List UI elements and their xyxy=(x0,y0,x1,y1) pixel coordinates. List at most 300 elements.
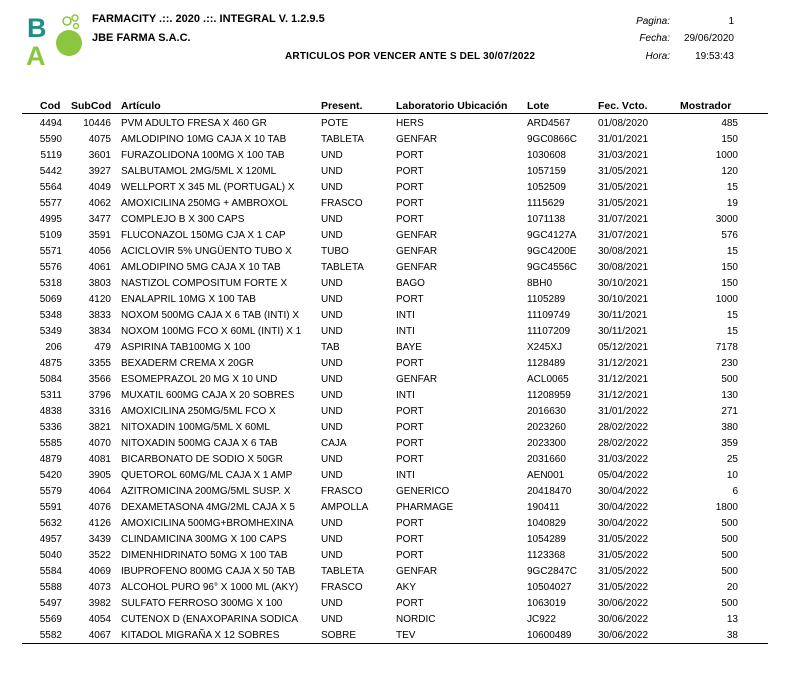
cell-cod: 5582 xyxy=(39,630,62,641)
cell-present: UND xyxy=(321,406,343,417)
cell-mostrador: 576 xyxy=(721,230,738,241)
cell-lote: 9GC4127A xyxy=(527,230,577,241)
cell-fec-vcto: 31/05/2021 xyxy=(598,198,649,209)
column-header-laboratorio: Laboratorio Ubicación xyxy=(396,100,508,112)
cell-mostrador: 130 xyxy=(721,390,738,401)
cell-lote: 1052509 xyxy=(527,182,566,193)
cell-mostrador: 15 xyxy=(726,246,738,257)
column-header-mostrador: Mostrador xyxy=(680,100,732,112)
table-row xyxy=(0,532,786,548)
cell-cod: 5119 xyxy=(40,150,62,161)
cell-articulo: CLINDAMICINA 300MG X 100 CAPS xyxy=(121,534,287,545)
cell-present: CAJA xyxy=(321,438,347,449)
cell-subcod: 4061 xyxy=(88,262,111,273)
cell-cod: 4494 xyxy=(39,118,62,129)
cell-present: FRASCO xyxy=(321,198,363,209)
table-row xyxy=(0,580,786,596)
table-row xyxy=(0,324,786,340)
cell-present: UND xyxy=(321,278,343,289)
cell-present: SOBRE xyxy=(321,630,357,641)
cell-articulo: BEXADERM CREMA X 20GR xyxy=(121,358,254,369)
cell-present: UND xyxy=(321,470,343,481)
cell-cod: 5590 xyxy=(39,134,62,145)
cell-articulo: NOXOM 500MG CAJA X 6 TAB (INTI) X xyxy=(121,310,300,321)
cell-articulo: AZITROMICINA 200MG/5ML SUSP. X xyxy=(121,486,291,497)
cell-articulo: AMLODIPINO 10MG CAJA X 10 TAB xyxy=(121,134,287,145)
cell-fec-vcto: 30/11/2021 xyxy=(598,326,648,337)
cell-fec-vcto: 30/04/2022 xyxy=(598,518,649,529)
column-header-present: Present. xyxy=(321,100,363,112)
cell-subcod: 3439 xyxy=(88,534,111,545)
cell-subcod: 4049 xyxy=(88,182,111,193)
cell-lote: 1071138 xyxy=(527,214,566,225)
cell-laboratorio: INTI xyxy=(396,326,415,337)
cell-present: UND xyxy=(321,294,343,305)
cell-present: POTE xyxy=(321,118,349,129)
cell-cod: 4875 xyxy=(39,358,62,369)
cell-laboratorio: PORT xyxy=(396,214,424,225)
footer-divider xyxy=(22,643,768,644)
cell-present: UND xyxy=(321,182,343,193)
table-row xyxy=(0,500,786,516)
cell-lote: 190411 xyxy=(527,502,560,513)
cell-cod: 5336 xyxy=(39,422,62,433)
cell-cod: 4995 xyxy=(39,214,62,225)
column-header-cod: Cod xyxy=(40,100,61,112)
table-row xyxy=(0,436,786,452)
cell-lote: 9GC4200E xyxy=(527,246,577,257)
cell-laboratorio: PORT xyxy=(396,166,424,177)
cell-fec-vcto: 01/08/2020 xyxy=(598,118,649,129)
cell-mostrador: 1800 xyxy=(715,502,738,513)
cell-present: TABLETA xyxy=(321,134,364,145)
cell-cod: 5585 xyxy=(39,438,62,449)
cell-lote: 2016630 xyxy=(527,406,566,417)
cell-subcod: 3477 xyxy=(88,214,111,225)
cell-lote: ACL0065 xyxy=(527,374,569,385)
cell-cod: 5348 xyxy=(39,310,62,321)
cell-lote: 1105289 xyxy=(527,294,566,305)
cell-mostrador: 150 xyxy=(721,278,738,289)
column-header-lote: Lote xyxy=(527,100,550,112)
company-name: JBE FARMA S.A.C. xyxy=(92,32,191,44)
cell-subcod: 4067 xyxy=(88,630,111,641)
cell-cod: 5577 xyxy=(39,198,62,209)
date-value: 29/06/2020 xyxy=(683,33,734,44)
logo-small-circle-3 xyxy=(74,24,79,29)
cell-mostrador: 15 xyxy=(726,326,738,337)
cell-cod: 206 xyxy=(45,342,62,353)
cell-lote: 1063019 xyxy=(527,598,566,609)
cell-laboratorio: NORDIC xyxy=(396,614,436,625)
cell-laboratorio: PHARMAGE xyxy=(396,502,454,513)
cell-fec-vcto: 28/02/2022 xyxy=(598,438,649,449)
cell-present: UND xyxy=(321,374,343,385)
cell-mostrador: 1000 xyxy=(715,294,738,305)
cell-fec-vcto: 31/05/2022 xyxy=(598,550,649,561)
cell-cod: 5497 xyxy=(39,598,62,609)
cell-cod: 4879 xyxy=(39,454,62,465)
table-row xyxy=(0,548,786,564)
cell-subcod: 479 xyxy=(94,342,111,353)
cell-fec-vcto: 31/07/2021 xyxy=(598,230,649,241)
cell-present: FRASCO xyxy=(321,582,363,593)
cell-cod: 5576 xyxy=(39,262,62,273)
time-value: 19:53:43 xyxy=(695,51,734,62)
cell-subcod: 3601 xyxy=(88,150,111,161)
cell-fec-vcto: 31/01/2022 xyxy=(598,406,649,417)
cell-articulo: ACICLOVIR 5% UNGÜENTO TUBO X xyxy=(121,246,292,257)
cell-subcod: 4081 xyxy=(88,454,111,465)
cell-lote: ARD4567 xyxy=(527,118,571,129)
cell-mostrador: 500 xyxy=(721,550,738,561)
cell-mostrador: 150 xyxy=(721,262,738,273)
cell-laboratorio: HERS xyxy=(396,118,424,129)
cell-laboratorio: PORT xyxy=(396,534,424,545)
cell-cod: 5442 xyxy=(39,166,62,177)
cell-mostrador: 15 xyxy=(726,182,738,193)
cell-laboratorio: PORT xyxy=(396,518,424,529)
cell-mostrador: 500 xyxy=(721,518,738,529)
cell-subcod: 3834 xyxy=(88,326,111,337)
cell-articulo: NITOXADIN 500MG CAJA X 6 TAB xyxy=(121,438,278,449)
cell-present: TUBO xyxy=(321,246,349,257)
cell-present: UND xyxy=(321,310,343,321)
cell-fec-vcto: 31/03/2022 xyxy=(598,454,649,465)
cell-mostrador: 25 xyxy=(726,454,738,465)
cell-fec-vcto: 30/08/2021 xyxy=(598,246,649,257)
cell-mostrador: 6 xyxy=(732,486,738,497)
cell-fec-vcto: 31/01/2021 xyxy=(598,134,649,145)
column-header-subcod: SubCod xyxy=(71,100,112,112)
cell-laboratorio: PORT xyxy=(396,198,424,209)
cell-laboratorio: PORT xyxy=(396,598,424,609)
cell-present: FRASCO xyxy=(321,486,363,497)
cell-fec-vcto: 30/04/2022 xyxy=(598,502,649,513)
date-label: Fecha: xyxy=(639,33,670,44)
cell-present: UND xyxy=(321,214,343,225)
cell-subcod: 3355 xyxy=(88,358,111,369)
table-row xyxy=(0,132,786,148)
cell-lote: 11208959 xyxy=(527,390,571,401)
cell-lote: 2023300 xyxy=(527,438,566,449)
table-row xyxy=(0,404,786,420)
cell-fec-vcto: 05/04/2022 xyxy=(598,470,649,481)
cell-mostrador: 271 xyxy=(721,406,738,417)
table-row xyxy=(0,180,786,196)
cell-laboratorio: GENFAR xyxy=(396,262,438,273)
cell-fec-vcto: 31/05/2022 xyxy=(598,582,649,593)
cell-articulo: FLUCONAZOL 150MG CJA X 1 CAP xyxy=(121,230,286,241)
cell-lote: 2031660 xyxy=(527,454,566,465)
cell-laboratorio: PORT xyxy=(396,438,424,449)
cell-lote: 10504027 xyxy=(527,582,572,593)
cell-mostrador: 380 xyxy=(721,422,738,433)
cell-subcod: 4120 xyxy=(88,294,111,305)
cell-present: UND xyxy=(321,166,343,177)
cell-laboratorio: PORT xyxy=(396,294,424,305)
cell-subcod: 3566 xyxy=(88,374,111,385)
cell-mostrador: 500 xyxy=(721,534,738,545)
cell-articulo: NITOXADIN 100MG/5ML X 60ML xyxy=(121,422,270,433)
cell-fec-vcto: 31/03/2021 xyxy=(598,150,649,161)
cell-mostrador: 1000 xyxy=(715,150,738,161)
cell-articulo: AMOXICILINA 250MG + AMBROXOL xyxy=(121,198,289,209)
cell-mostrador: 7178 xyxy=(715,342,738,353)
cell-fec-vcto: 05/12/2021 xyxy=(598,342,649,353)
cell-lote: 8BH0 xyxy=(527,278,553,289)
cell-articulo: WELLPORT X 345 ML (PORTUGAL) X xyxy=(121,182,295,193)
page-value: 1 xyxy=(728,16,734,27)
cell-fec-vcto: 31/12/2021 xyxy=(598,374,649,385)
cell-fec-vcto: 30/10/2021 xyxy=(598,294,649,305)
cell-laboratorio: INTI xyxy=(396,390,415,401)
app-title: FARMACITY .::. 2020 .::. INTEGRAL V. 1.2.9.5 xyxy=(92,13,325,25)
cell-cod: 4838 xyxy=(39,406,62,417)
cell-laboratorio: TEV xyxy=(396,630,416,641)
cell-subcod: 4126 xyxy=(88,518,111,529)
table-row xyxy=(0,484,786,500)
cell-subcod: 4054 xyxy=(88,614,111,625)
cell-subcod: 3522 xyxy=(88,550,111,561)
cell-present: UND xyxy=(321,150,343,161)
cell-mostrador: 500 xyxy=(721,374,738,385)
cell-lote: 20418470 xyxy=(527,486,572,497)
cell-fec-vcto: 31/05/2022 xyxy=(598,566,649,577)
column-header-articulo: Artículo xyxy=(121,100,161,112)
cell-present: UND xyxy=(321,614,343,625)
table-row xyxy=(0,228,786,244)
cell-fec-vcto: 31/05/2022 xyxy=(598,534,649,545)
cell-laboratorio: GENFAR xyxy=(396,134,438,145)
cell-laboratorio: PORT xyxy=(396,150,424,161)
cell-laboratorio: GENFAR xyxy=(396,246,438,257)
logo-letter-b: B xyxy=(27,13,47,43)
cell-mostrador: 20 xyxy=(726,582,738,593)
cell-present: AMPOLLA xyxy=(321,502,369,513)
cell-cod: 5420 xyxy=(39,470,62,481)
cell-lote: AEN001 xyxy=(527,470,565,481)
cell-articulo: FURAZOLIDONA 100MG X 100 TAB xyxy=(121,150,285,161)
cell-laboratorio: PORT xyxy=(396,422,424,433)
cell-articulo: ASPIRINA TAB100MG X 100 xyxy=(121,342,251,353)
cell-subcod: 4064 xyxy=(88,486,111,497)
cell-articulo: ALCOHOL PURO 96° X 1000 ML (AKY) xyxy=(121,582,299,593)
cell-articulo: QUETOROL 60MG/ML CAJA X 1 AMP xyxy=(121,470,293,481)
table-row xyxy=(0,596,786,612)
table-row xyxy=(0,564,786,580)
header-divider xyxy=(22,113,768,114)
cell-lote: 1115629 xyxy=(527,198,565,209)
table-row xyxy=(0,308,786,324)
cell-subcod: 3796 xyxy=(88,390,111,401)
cell-present: TAB xyxy=(321,342,340,353)
cell-cod: 5632 xyxy=(39,518,62,529)
cell-fec-vcto: 31/05/2021 xyxy=(598,182,649,193)
cell-subcod: 3821 xyxy=(88,422,111,433)
cell-laboratorio: INTI xyxy=(396,310,415,321)
cell-cod: 5569 xyxy=(39,614,62,625)
cell-cod: 5579 xyxy=(39,486,62,497)
cell-subcod: 3927 xyxy=(88,166,111,177)
cell-mostrador: 359 xyxy=(721,438,738,449)
cell-lote: 10600489 xyxy=(527,630,572,641)
cell-mostrador: 500 xyxy=(721,566,738,577)
cell-lote: 11109749 xyxy=(527,310,571,321)
cell-articulo: IBUPROFENO 800MG CAJA X 50 TAB xyxy=(121,566,296,577)
cell-articulo: AMLODIPINO 5MG CAJA X 10 TAB xyxy=(121,262,281,273)
cell-lote: JC922 xyxy=(527,614,556,625)
report-title: ARTICULOS POR VENCER ANTE S DEL 30/07/2022 xyxy=(285,51,536,62)
cell-mostrador: 38 xyxy=(726,630,738,641)
column-header-fec-vcto: Fec. Vcto. xyxy=(598,100,648,112)
cell-subcod: 4075 xyxy=(88,134,111,145)
table-row xyxy=(0,164,786,180)
cell-articulo: AMOXICILINA 250MG/5ML FCO X xyxy=(121,406,276,417)
cell-mostrador: 3000 xyxy=(715,214,738,225)
cell-subcod: 3905 xyxy=(88,470,111,481)
cell-articulo: AMOXICILINA 500MG+BROMHEXINA xyxy=(121,518,294,529)
cell-subcod: 4070 xyxy=(88,438,111,449)
cell-fec-vcto: 30/06/2022 xyxy=(598,630,649,641)
cell-mostrador: 150 xyxy=(721,134,738,145)
logo-small-circle-2 xyxy=(72,15,78,21)
cell-present: UND xyxy=(321,598,343,609)
cell-fec-vcto: 30/06/2022 xyxy=(598,598,649,609)
cell-subcod: 3833 xyxy=(88,310,111,321)
table-row xyxy=(0,196,786,212)
cell-subcod: 3591 xyxy=(88,230,111,241)
cell-present: UND xyxy=(321,230,343,241)
table-row xyxy=(0,388,786,404)
cell-laboratorio: PORT xyxy=(396,406,424,417)
cell-cod: 5318 xyxy=(39,278,62,289)
table-row xyxy=(0,292,786,308)
cell-articulo: DEXAMETASONA 4MG/2ML CAJA X 5 xyxy=(121,502,295,513)
cell-cod: 4957 xyxy=(39,534,62,545)
cell-mostrador: 15 xyxy=(726,310,738,321)
cell-lote: 1128489 xyxy=(527,358,566,369)
time-label: Hora: xyxy=(645,51,670,62)
cell-lote: 1057159 xyxy=(527,166,566,177)
logo-small-circle-1 xyxy=(63,17,71,25)
cell-cod: 5069 xyxy=(39,294,62,305)
cell-laboratorio: PORT xyxy=(396,182,424,193)
cell-articulo: NASTIZOL COMPOSITUM FORTE X xyxy=(121,278,288,289)
cell-articulo: SALBUTAMOL 2MG/5ML X 120ML xyxy=(121,166,277,177)
cell-cod: 5109 xyxy=(39,230,62,241)
cell-fec-vcto: 30/06/2022 xyxy=(598,614,649,625)
cell-laboratorio: PORT xyxy=(396,358,424,369)
table-row xyxy=(0,212,786,228)
cell-fec-vcto: 30/10/2021 xyxy=(598,278,649,289)
cell-articulo: BICARBONATO DE SODIO X 50GR xyxy=(121,454,283,465)
table-row xyxy=(0,628,786,644)
cell-cod: 5311 xyxy=(40,390,62,401)
cell-articulo: MUXATIL 600MG CAJA X 20 SOBRES xyxy=(121,390,295,401)
cell-articulo: SULFATO FERROSO 300MG X 100 xyxy=(121,598,283,609)
cell-laboratorio: PORT xyxy=(396,550,424,561)
cell-articulo: ESOMEPRAZOL 20 MG X 10 UND xyxy=(121,374,278,385)
table-row xyxy=(0,468,786,484)
articles-table-body xyxy=(0,116,786,644)
cell-cod: 5584 xyxy=(39,566,62,577)
cell-laboratorio: GENFAR xyxy=(396,566,438,577)
cell-laboratorio: BAGO xyxy=(396,278,425,289)
cell-fec-vcto: 30/11/2021 xyxy=(598,310,648,321)
cell-mostrador: 120 xyxy=(721,166,738,177)
cell-subcod: 10446 xyxy=(83,118,111,129)
cell-laboratorio: PORT xyxy=(396,454,424,465)
cell-subcod: 4076 xyxy=(88,502,111,513)
cell-articulo: DIMENHIDRINATO 50MG X 100 TAB xyxy=(121,550,288,561)
cell-articulo: ENALAPRIL 10MG X 100 TAB xyxy=(121,294,256,305)
cell-mostrador: 500 xyxy=(721,598,738,609)
cell-subcod: 4062 xyxy=(88,198,111,209)
cell-subcod: 3803 xyxy=(88,278,111,289)
cell-cod: 5588 xyxy=(39,582,62,593)
cell-subcod: 4069 xyxy=(88,566,111,577)
cell-present: UND xyxy=(321,454,343,465)
table-row xyxy=(0,420,786,436)
cell-lote: 2023260 xyxy=(527,422,566,433)
table-row xyxy=(0,276,786,292)
cell-lote: 9GC2847C xyxy=(527,566,578,577)
cell-laboratorio: GENERICO xyxy=(396,486,450,497)
table-row xyxy=(0,516,786,532)
table-row xyxy=(0,340,786,356)
cell-mostrador: 19 xyxy=(726,198,738,209)
cell-lote: X245XJ xyxy=(527,342,563,353)
cell-present: UND xyxy=(321,358,343,369)
cell-laboratorio: AKY xyxy=(396,582,417,593)
cell-laboratorio: GENFAR xyxy=(396,230,438,241)
table-row xyxy=(0,372,786,388)
table-row xyxy=(0,244,786,260)
cell-subcod: 4056 xyxy=(88,246,111,257)
cell-mostrador: 230 xyxy=(721,358,738,369)
cell-present: UND xyxy=(321,422,343,433)
cell-present: TABLETA xyxy=(321,566,364,577)
cell-present: UND xyxy=(321,518,343,529)
cell-laboratorio: BAYE xyxy=(396,342,422,353)
cell-cod: 5571 xyxy=(39,246,62,257)
page-label: Pagina: xyxy=(636,16,670,27)
cell-articulo: COMPLEJO B X 300 CAPS xyxy=(121,214,245,225)
table-row xyxy=(0,612,786,628)
cell-lote: 11107209 xyxy=(527,326,571,337)
cell-fec-vcto: 31/12/2021 xyxy=(598,390,649,401)
cell-fec-vcto: 31/05/2021 xyxy=(598,166,649,177)
cell-lote: 1054289 xyxy=(527,534,566,545)
cell-lote: 1123368 xyxy=(527,550,566,561)
cell-present: UND xyxy=(321,534,343,545)
cell-lote: 1030608 xyxy=(527,150,566,161)
logo-letter-a: A xyxy=(26,41,46,66)
cell-mostrador: 13 xyxy=(726,614,738,625)
cell-present: UND xyxy=(321,326,343,337)
cell-fec-vcto: 28/02/2022 xyxy=(598,422,649,433)
cell-cod: 5591 xyxy=(39,502,62,513)
cell-articulo: KITADOL MIGRAÑA X 12 SOBRES xyxy=(121,630,280,641)
company-logo xyxy=(26,12,84,66)
table-row xyxy=(0,452,786,468)
cell-articulo: PVM ADULTO FRESA X 460 GR xyxy=(121,118,267,129)
cell-mostrador: 10 xyxy=(726,470,738,481)
table-row xyxy=(0,116,786,132)
cell-fec-vcto: 31/12/2021 xyxy=(598,358,649,369)
table-row xyxy=(0,148,786,164)
